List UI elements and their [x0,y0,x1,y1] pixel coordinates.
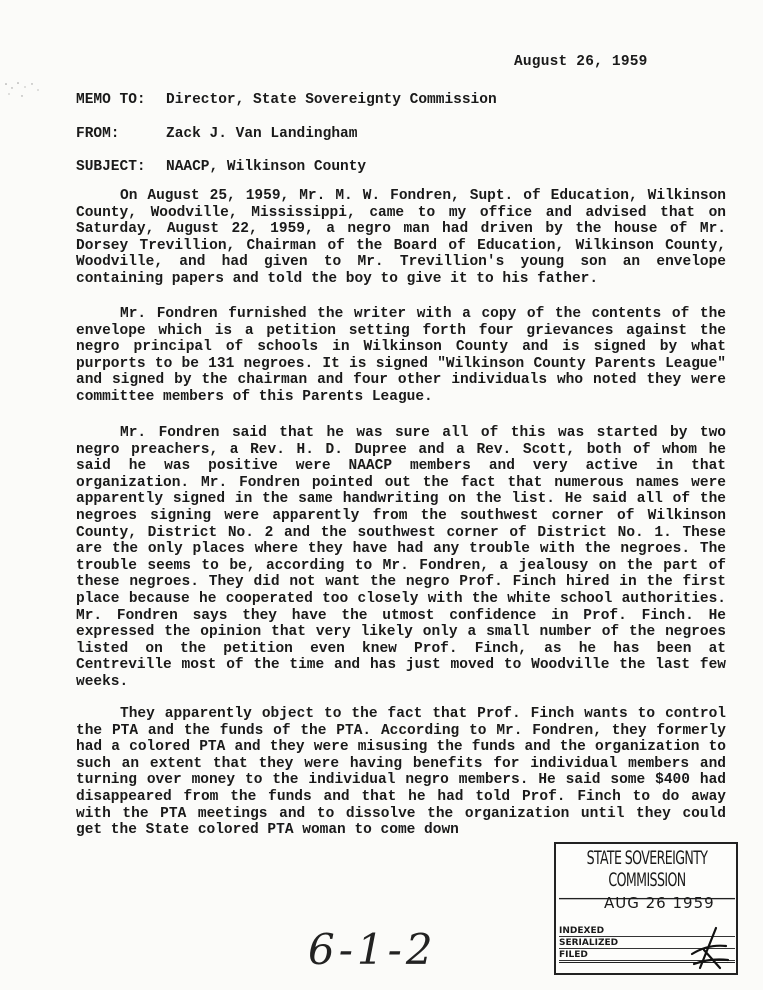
commission-stamp [554,842,738,975]
handwritten-file-number: 6-1-2 [308,925,437,974]
stamp-date: AUG 26 1959 [604,894,715,912]
memo-paragraph-3: Mr. Fondren said that he was sure all of this was started by two negro preachers, a Rev. H. D. Dupree and a Rev. Scott, both of whom he said he was positive were NAACP members and very active in that organization. Mr. Fondren pointed out the fact that numerous names were apparently signed in the same handwriting on the list. He said all of the negroes signing were apparently from the southwest corner of Wilkinson County, District No. 2 and the southwest corner of District No. 1. These are the only places where they have had any trouble with the negroes. The trouble seems to be, according to Mr. Fondren, a jealousy on the part of these negroes. They did not want the negro Prof. Finch hired in the first place because he cooperated too closely with the white school authorities. Mr. Fondren says they have the utmost confidence in Prof. Finch. He expressed the opinion that very likely only a small number of the negroes listed on the petition even knew Prof. Finch, as he has been at Centreville most of the time and has just moved to Woodville the last few weeks. [76,425,726,690]
memo-subject-label: SUBJECT: [76,159,146,175]
memo-to-line [76,92,497,108]
memo-date: August 26, 1959 [514,54,648,70]
stamp-row-serialized: SERIALIZED [559,938,735,949]
memo-to-label: MEMO TO: [76,92,146,108]
memo-to-value: Director, State Sovereignty Commission [166,92,497,108]
handwritten-initials [686,924,731,972]
memo-subject-line [76,159,366,175]
paper-specks [0,70,60,110]
memo-paragraph-4: They apparently object to the fact that Prof. Finch wants to control the PTA and the funds of the PTA. According to Mr. Fondren, they formerly had a colored PTA and they were misusing the funds and the organization to such an extent that they were having benefits for individual members and turning over money to the individual negro members. He said some $400 had disappeared from the funds and that he had told Prof. Finch to do away with the PTA meetings and to dissolve the organization until they could get the State colored PTA woman to come down [76,706,726,839]
memo-paragraph-2: Mr. Fondren furnished the writer with a copy of the contents of the envelope which is a petition setting forth four grievances against the negro principal of schools in Wilkinson County and is signed by what purports to be 131 negroes. It is signed "Wilkinson County Parents League" and signed by the chairman and four other individuals who noted they were committee members of this Parents League. [76,306,726,405]
memo-from-line [76,126,357,142]
memo-subject-value: NAACP, Wilkinson County [166,159,367,175]
stamp-row-filed: FILED [559,950,735,961]
memo-from-label: FROM: [76,126,120,142]
memo-from-value: Zack J. Van Landingham [166,126,358,142]
memo-paragraph-1: On August 25, 1959, Mr. M. W. Fondren, Supt. of Education, Wilkinson County, Woodville, Mississippi, came to my office and advised that on Saturday, August 22, 1959, a negro man had driven by the house of Mr. Dorsey Trevillion, Chairman of the Board of Education, Wilkinson County, Woodville, and had given to Mr. Trevillion's young son an envelope containing papers and told the boy to give it to his father. [76,188,726,287]
stamp-row-indexed: INDEXED [559,926,735,937]
stamp-title: STATE SOVEREIGNTY COMMISSION [559,848,735,899]
